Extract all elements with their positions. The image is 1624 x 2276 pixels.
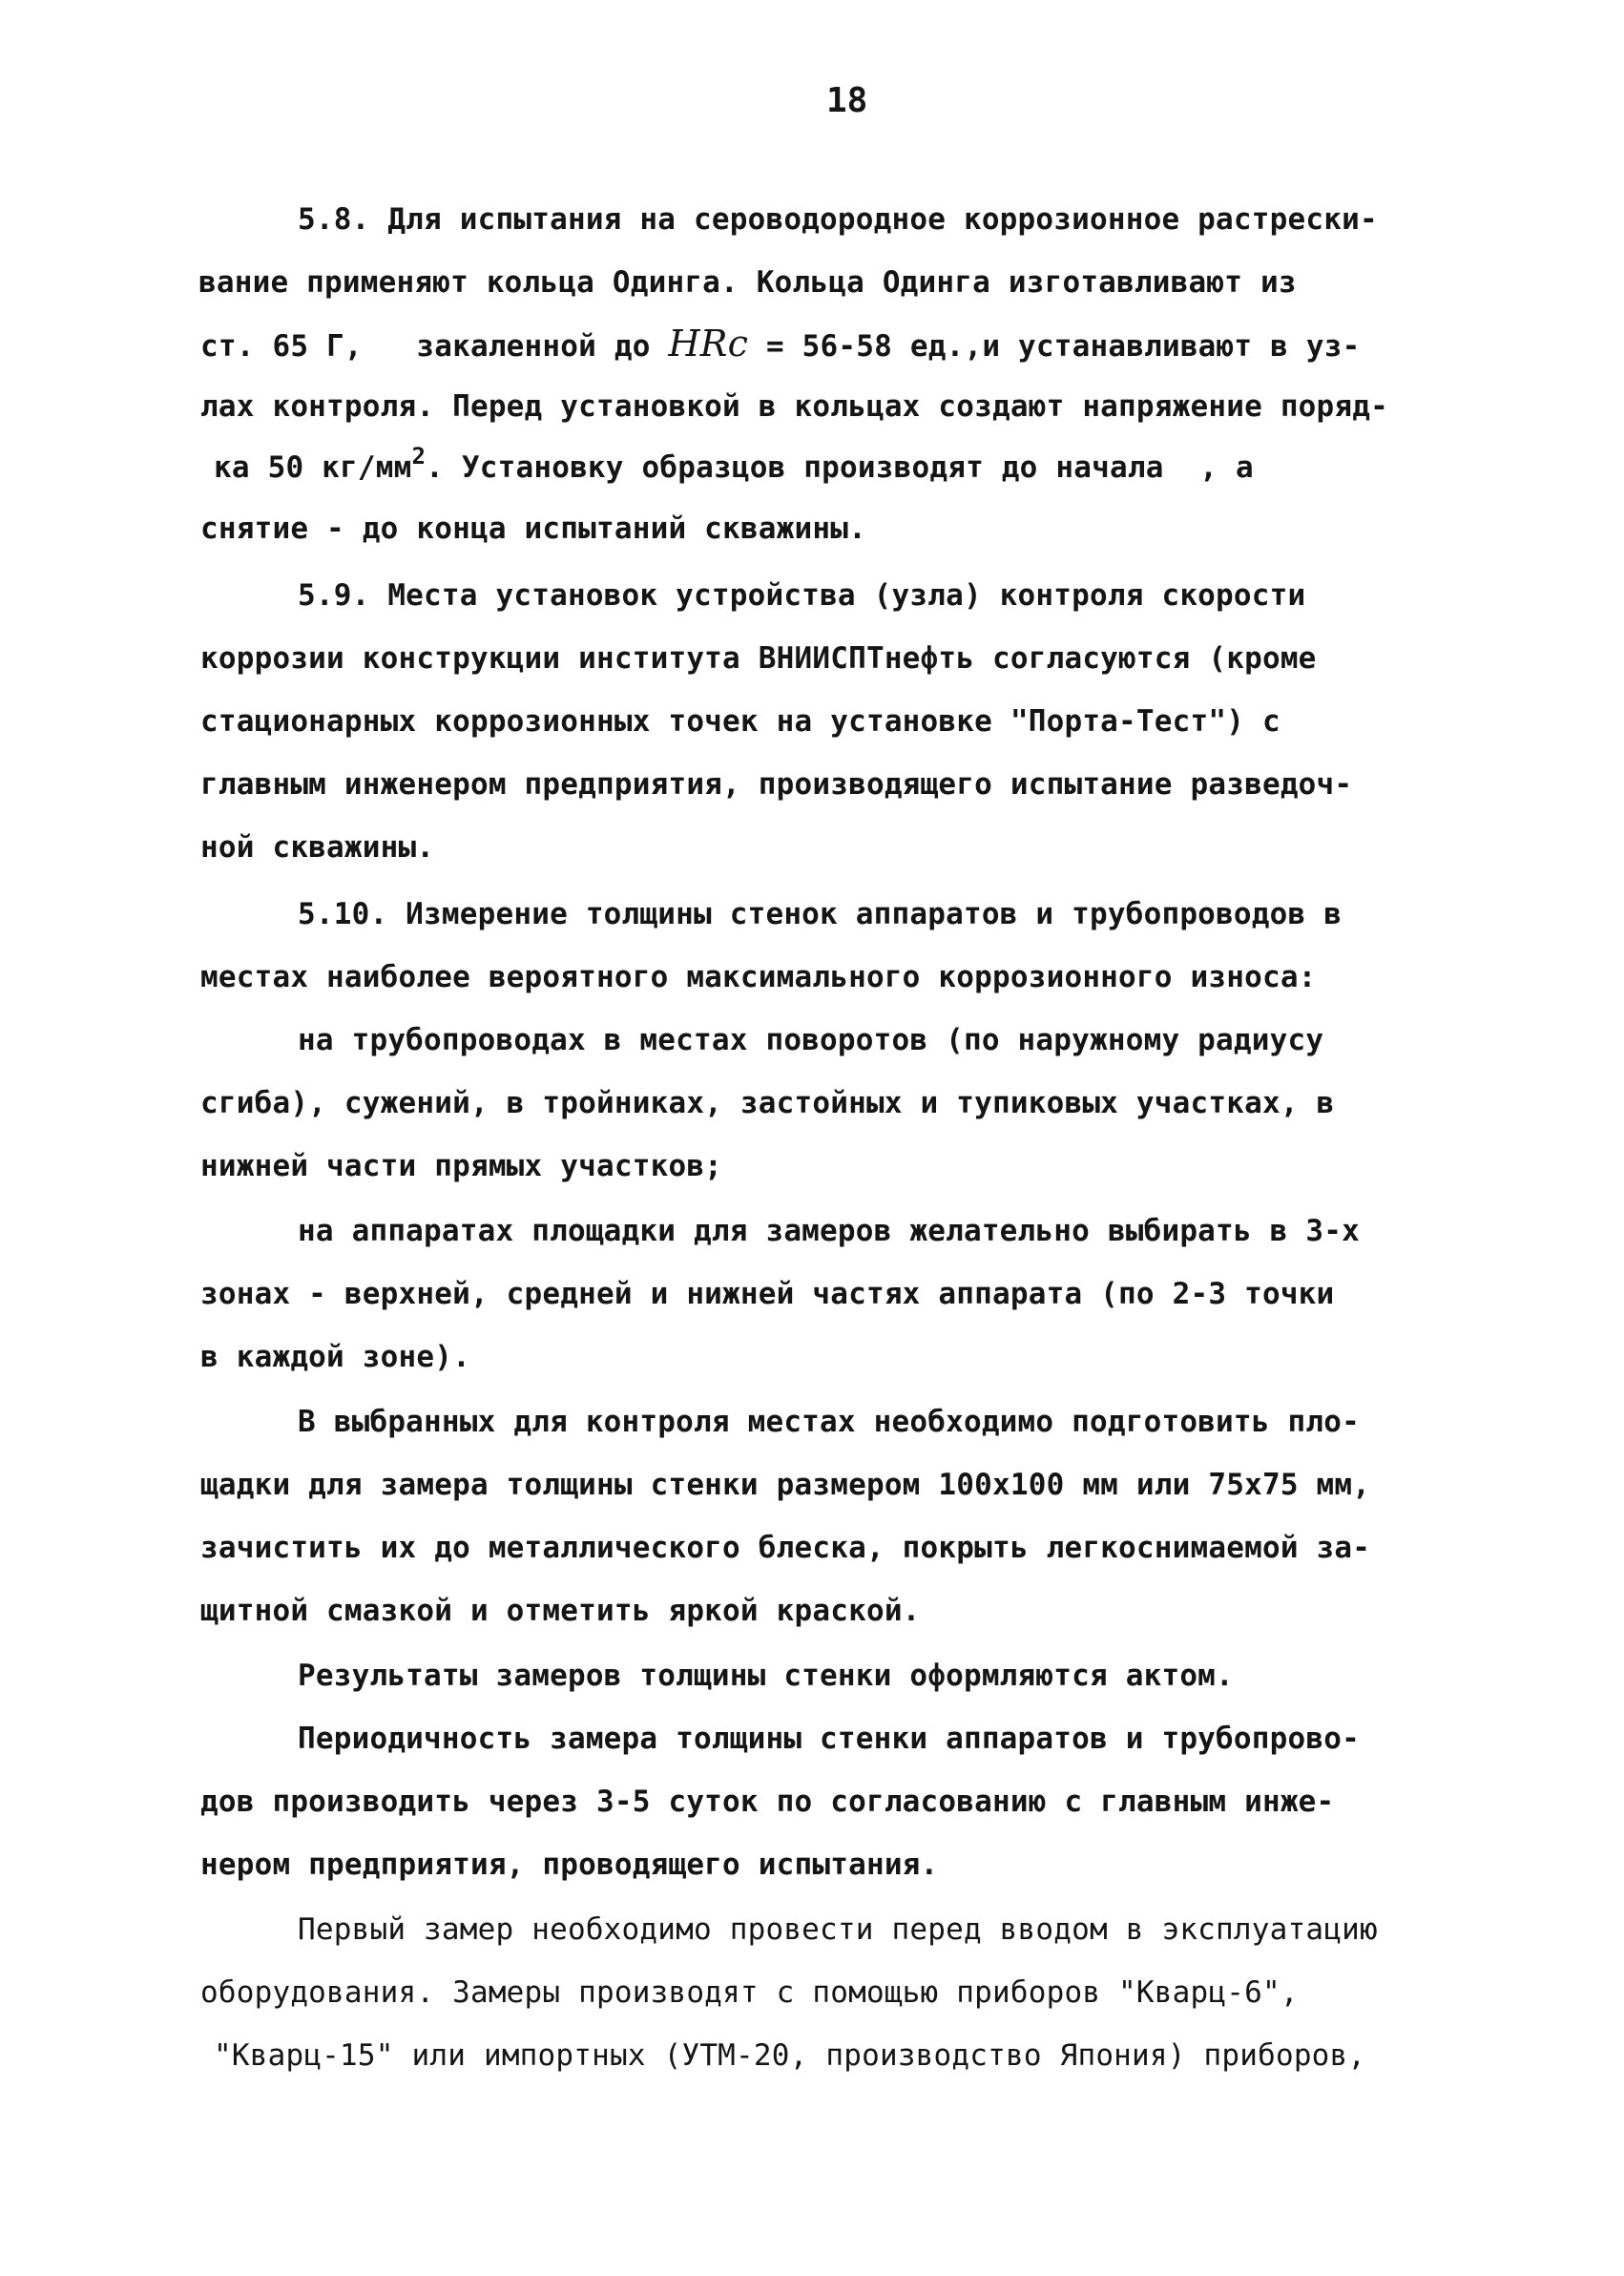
paragraph-5-8-line-3-end: = 56-58 ед.,и устанавливают в уз- <box>748 329 1361 364</box>
hrc-hardness-symbol: HRc <box>668 323 749 365</box>
paragraph-5-8-line-5 <box>214 443 1254 489</box>
paragraph-5-10-line-18: оборудования. Замеры производят с помощью приборов "Кварц-6", <box>200 1975 1299 2010</box>
paragraph-5-8-line-4: лах контроля. Перед установкой в кольцах создают напряжение поряд- <box>200 389 1388 424</box>
paragraph-5-8-line-2: вание применяют кольца Одинга. Кольца Одинга изготавливают из <box>198 265 1297 300</box>
paragraph-5-9-line-2: коррозии конструкции института ВНИИСПТнефть согласуются (кроме <box>200 641 1317 676</box>
paragraph-5-10-line-4: сгиба), сужений, в тройниках, застойных и тупиковых участках, в <box>200 1086 1335 1120</box>
paragraph-5-8-line-6: снятие - до конца испытаний скважины. <box>200 512 866 546</box>
paragraph-5-8-line-5-start: ка 50 кг/мм <box>214 450 412 485</box>
paragraph-5-10-line-11: зачистить их до металлического блеска, покрыть легкоснимаемой за- <box>200 1531 1371 1565</box>
paragraph-5-10-line-12: щитной смазкой и отметить яркой краской. <box>200 1594 921 1628</box>
paragraph-5-10-line-15: дов производить через 3-5 суток по согласованию с главным инже- <box>200 1785 1335 1819</box>
paragraph-5-10-line-13: Результаты замеров толщины стенки оформляются актом. <box>298 1659 1234 1693</box>
paragraph-5-10-line-6: на аппаратах площадки для замеров желательно выбирать в 3-х <box>298 1214 1360 1248</box>
paragraph-5-8-line-3-start: ст. 65 Г, закаленной до <box>200 329 669 364</box>
paragraph-5-8-line-5-end: . Установку образцов производят до начала , а <box>426 450 1254 485</box>
paragraph-5-8-line-1: 5.8. Для испытания на сероводородное коррозионное растрески- <box>298 202 1378 237</box>
paragraph-5-9-line-4: главным инженером предприятия, производящего испытание разведоч- <box>200 767 1353 802</box>
paragraph-5-9-line-3: стационарных коррозионных точек на установке "Порта-Тест") с <box>200 704 1280 739</box>
paragraph-5-10-line-8: в каждой зоне). <box>200 1340 470 1374</box>
paragraph-5-9-line-5: ной скважины. <box>200 830 435 865</box>
paragraph-5-10-line-9: В выбранных для контроля местах необходимо подготовить пло- <box>298 1405 1360 1439</box>
paragraph-5-8-line-3 <box>200 324 1360 365</box>
paragraph-5-10-line-17: Первый замер необходимо провести перед вводом в эксплуатацию <box>298 1912 1378 1947</box>
paragraph-5-9-line-1: 5.9. Места установок устройства (узла) контроля скорости <box>298 578 1306 613</box>
paragraph-5-10-line-14: Периодичность замера толщины стенки аппаратов и трубопрово- <box>298 1722 1360 1756</box>
paragraph-5-10-line-3: на трубопроводах в местах поворотов (по наружному радиусу <box>298 1023 1324 1057</box>
paragraph-5-10-line-2: местах наиболее вероятного максимального коррозионного износа: <box>200 960 1317 994</box>
paragraph-5-10-line-1: 5.10. Измерение толщины стенок аппаратов и трубопроводов в <box>298 897 1343 931</box>
paragraph-5-10-line-19: "Кварц-15" или импортных (УТМ-20, производство Япония) приборов, <box>214 2038 1366 2073</box>
paragraph-5-10-line-5: нижней части прямых участков; <box>200 1149 723 1183</box>
page-number: 18 <box>826 81 868 120</box>
paragraph-5-10-line-10: щадки для замера толщины стенки размером 100х100 мм или 75х75 мм, <box>200 1468 1371 1502</box>
paragraph-5-10-line-16: нером предприятия, проводящего испытания. <box>200 1848 939 1882</box>
superscript-2: 2 <box>411 443 427 470</box>
paragraph-5-10-line-7: зонах - верхней, средней и нижней частях аппарата (по 2-3 точки <box>200 1277 1335 1311</box>
